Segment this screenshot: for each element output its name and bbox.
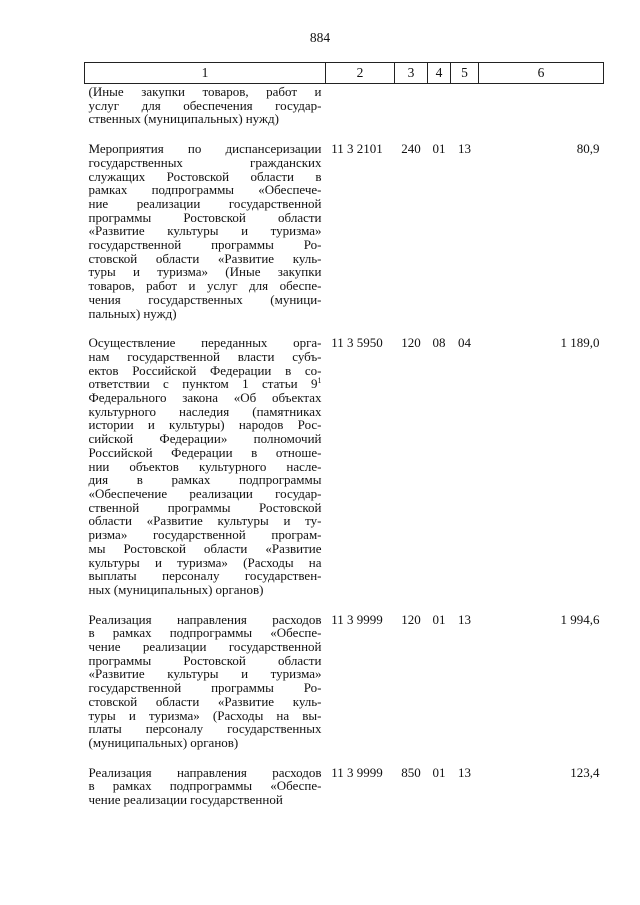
description-line <box>89 350 322 364</box>
description-text: в рамках подпрограммы «Обеспе- <box>88 625 322 641</box>
target-article-code <box>326 84 395 127</box>
description-line <box>89 183 322 197</box>
description-line <box>89 364 322 378</box>
description-text: нам государственной власти субъ- <box>88 348 322 364</box>
expense-description <box>85 126 326 320</box>
description-text: (Иные закупки товаров, работ и <box>88 84 322 99</box>
description-line <box>89 626 322 640</box>
description-text: товаров, работ и услуг для обеспе- <box>88 278 322 294</box>
section-code: 01 <box>432 141 446 157</box>
description-text: культуры и туризма» (Расходы на <box>88 554 322 570</box>
column-header-2: 2 <box>326 63 395 84</box>
description-line <box>89 569 322 583</box>
column-header-1: 1 <box>85 63 326 84</box>
description-line <box>89 85 322 99</box>
description-text: (муниципальных) органов) <box>88 734 239 750</box>
description-text: «Развитие культуры и туризма» <box>88 666 322 682</box>
description-text: платы персоналу государственных <box>88 721 322 737</box>
description-text: чение реализации государственной <box>88 792 283 808</box>
description-line <box>89 667 322 681</box>
description-text: пальных) нужд) <box>88 305 177 321</box>
description-text: сийской Федерации» полномочий <box>88 431 322 447</box>
description-text: «Обеспечение реализации государ- <box>88 485 322 501</box>
description-line <box>89 391 322 405</box>
description-line <box>89 224 322 238</box>
description-line <box>89 695 322 709</box>
description-text: туры и туризма» (Расходы на вы- <box>88 707 322 723</box>
description-text: области «Развитие культуры и ту- <box>88 513 322 529</box>
description-line <box>89 265 322 279</box>
description-line <box>89 473 322 487</box>
section-code: 01 <box>432 611 446 627</box>
description-line <box>89 238 322 252</box>
amount-value: 1 189,0 <box>560 335 600 351</box>
description-text: Мероприятия по диспансеризации <box>88 141 322 157</box>
expense-type-code: 120 <box>401 335 421 351</box>
description-text: туры и туризма» (Иные закупки <box>88 264 322 280</box>
description-line <box>89 418 322 432</box>
description-text: ственной программы Ростовской <box>88 499 322 515</box>
expense-description <box>85 750 326 807</box>
description-text: выплаты персоналу государствен- <box>88 568 322 584</box>
description-line <box>89 112 322 126</box>
description-line <box>89 709 322 723</box>
description-line <box>89 211 322 225</box>
description-text: ние реализации государственной <box>88 195 322 211</box>
target-article-code: 11 3 9999 <box>331 764 383 780</box>
description-text: ризма» государственной програм- <box>88 527 322 543</box>
subsection-code: 04 <box>458 335 471 351</box>
expense-type-code: 850 <box>401 764 421 780</box>
expense-type-code: 240 <box>401 141 421 157</box>
description-line <box>89 142 322 156</box>
description-line <box>89 501 322 515</box>
description-line <box>89 542 322 556</box>
description-text: Российской Федерации в отноше- <box>88 444 322 460</box>
description-line <box>89 293 322 307</box>
description-line <box>89 640 322 654</box>
description-line <box>89 722 322 736</box>
column-header-5: 5 <box>451 63 479 84</box>
description-text: программы Ростовской области <box>88 652 322 668</box>
description-line <box>89 583 322 597</box>
description-text: «Развитие культуры и туризма» <box>88 223 322 239</box>
description-text: рамках подпрограммы «Обеспече- <box>88 182 322 198</box>
description-line <box>89 613 322 627</box>
description-text: ектов Российской Федерации в со- <box>88 362 322 378</box>
description-line <box>89 487 322 501</box>
footnote-superscript: 1 <box>317 376 322 386</box>
description-text: Реализация направления расходов <box>88 611 322 627</box>
page-number: 884 <box>309 30 331 45</box>
description-text: ответствии с пунктом 1 статьи 9 <box>88 376 318 392</box>
description-text: Осуществление переданных орга- <box>88 335 322 351</box>
expense-description <box>85 320 326 596</box>
column-header-6: 6 <box>479 63 604 84</box>
description-line <box>89 766 322 780</box>
description-line <box>89 514 322 528</box>
description-text: государственной программы Ро- <box>88 680 322 696</box>
description-text: служащих Ростовской области в <box>88 168 322 184</box>
expense-description <box>85 597 326 750</box>
description-line <box>89 99 322 113</box>
description-text: программы Ростовской области <box>88 209 322 225</box>
table-row <box>85 320 604 596</box>
description-text: государственных гражданских <box>88 154 322 170</box>
subsection-code <box>451 84 479 127</box>
description-text: чение реализации государственной <box>88 639 322 655</box>
description-text: Федерального закона «Об объектах <box>88 390 322 406</box>
description-line <box>89 793 322 807</box>
description-line <box>89 681 322 695</box>
description-text: в рамках подпрограммы «Обеспе- <box>88 778 322 794</box>
description-text: ных (муниципальных) органов) <box>88 581 264 597</box>
amount-value: 80,9 <box>576 141 600 157</box>
description-line <box>89 528 322 542</box>
budget-table <box>84 62 604 807</box>
description-text: услуг для обеспечения государ- <box>88 97 322 113</box>
description-line <box>89 336 322 350</box>
description-line <box>89 307 322 321</box>
column-header-3: 3 <box>395 63 428 84</box>
target-article-code: 11 3 9999 <box>331 611 383 627</box>
description-line <box>89 654 322 668</box>
description-text: нии объектов культурного насле- <box>88 458 322 474</box>
description-line <box>89 156 322 170</box>
table-header-row <box>85 63 604 84</box>
target-article-code: 11 3 5950 <box>331 335 383 351</box>
expense-type-code <box>395 84 428 127</box>
description-text: стовской области «Развитие куль- <box>88 250 322 266</box>
amount-value: 123,4 <box>570 764 600 780</box>
table-row <box>85 597 604 750</box>
amount-value: 1 994,6 <box>560 611 600 627</box>
description-line <box>89 432 322 446</box>
description-line <box>89 197 322 211</box>
section-code: 01 <box>432 764 446 780</box>
description-line <box>89 736 322 750</box>
description-line <box>89 446 322 460</box>
description-text: Реализация направления расходов <box>88 764 322 780</box>
subsection-code: 13 <box>458 141 471 157</box>
target-article-code: 11 3 2101 <box>331 141 383 157</box>
description-line <box>89 779 322 793</box>
description-line <box>89 460 322 474</box>
table-body <box>85 84 604 807</box>
expense-description <box>85 84 326 127</box>
table-row <box>85 750 604 807</box>
section-code: 08 <box>432 335 446 351</box>
section-code <box>428 84 451 127</box>
subsection-code: 13 <box>458 764 471 780</box>
subsection-code: 13 <box>458 611 471 627</box>
expense-type-code: 120 <box>401 611 421 627</box>
description-text: истории и культуры) народов Рос- <box>88 417 322 433</box>
description-text: культурного наследия (памятниках <box>88 403 322 419</box>
description-text: мы Ростовской области «Развитие <box>88 540 322 556</box>
table-row <box>85 126 604 320</box>
description-line <box>89 252 322 266</box>
description-text: государственной программы Ро- <box>88 237 322 253</box>
description-text: ственных (муниципальных) нужд) <box>88 111 279 127</box>
description-line <box>89 279 322 293</box>
description-text: стовской области «Развитие куль- <box>88 693 322 709</box>
description-line <box>89 405 322 419</box>
column-header-4: 4 <box>428 63 451 84</box>
description-text: чения государственных (муници- <box>88 291 322 307</box>
description-line <box>89 377 322 391</box>
table-row <box>85 84 604 127</box>
description-line <box>89 556 322 570</box>
description-line <box>89 170 322 184</box>
description-text: дия в рамках подпрограммы <box>88 472 322 488</box>
amount-value <box>479 84 604 127</box>
